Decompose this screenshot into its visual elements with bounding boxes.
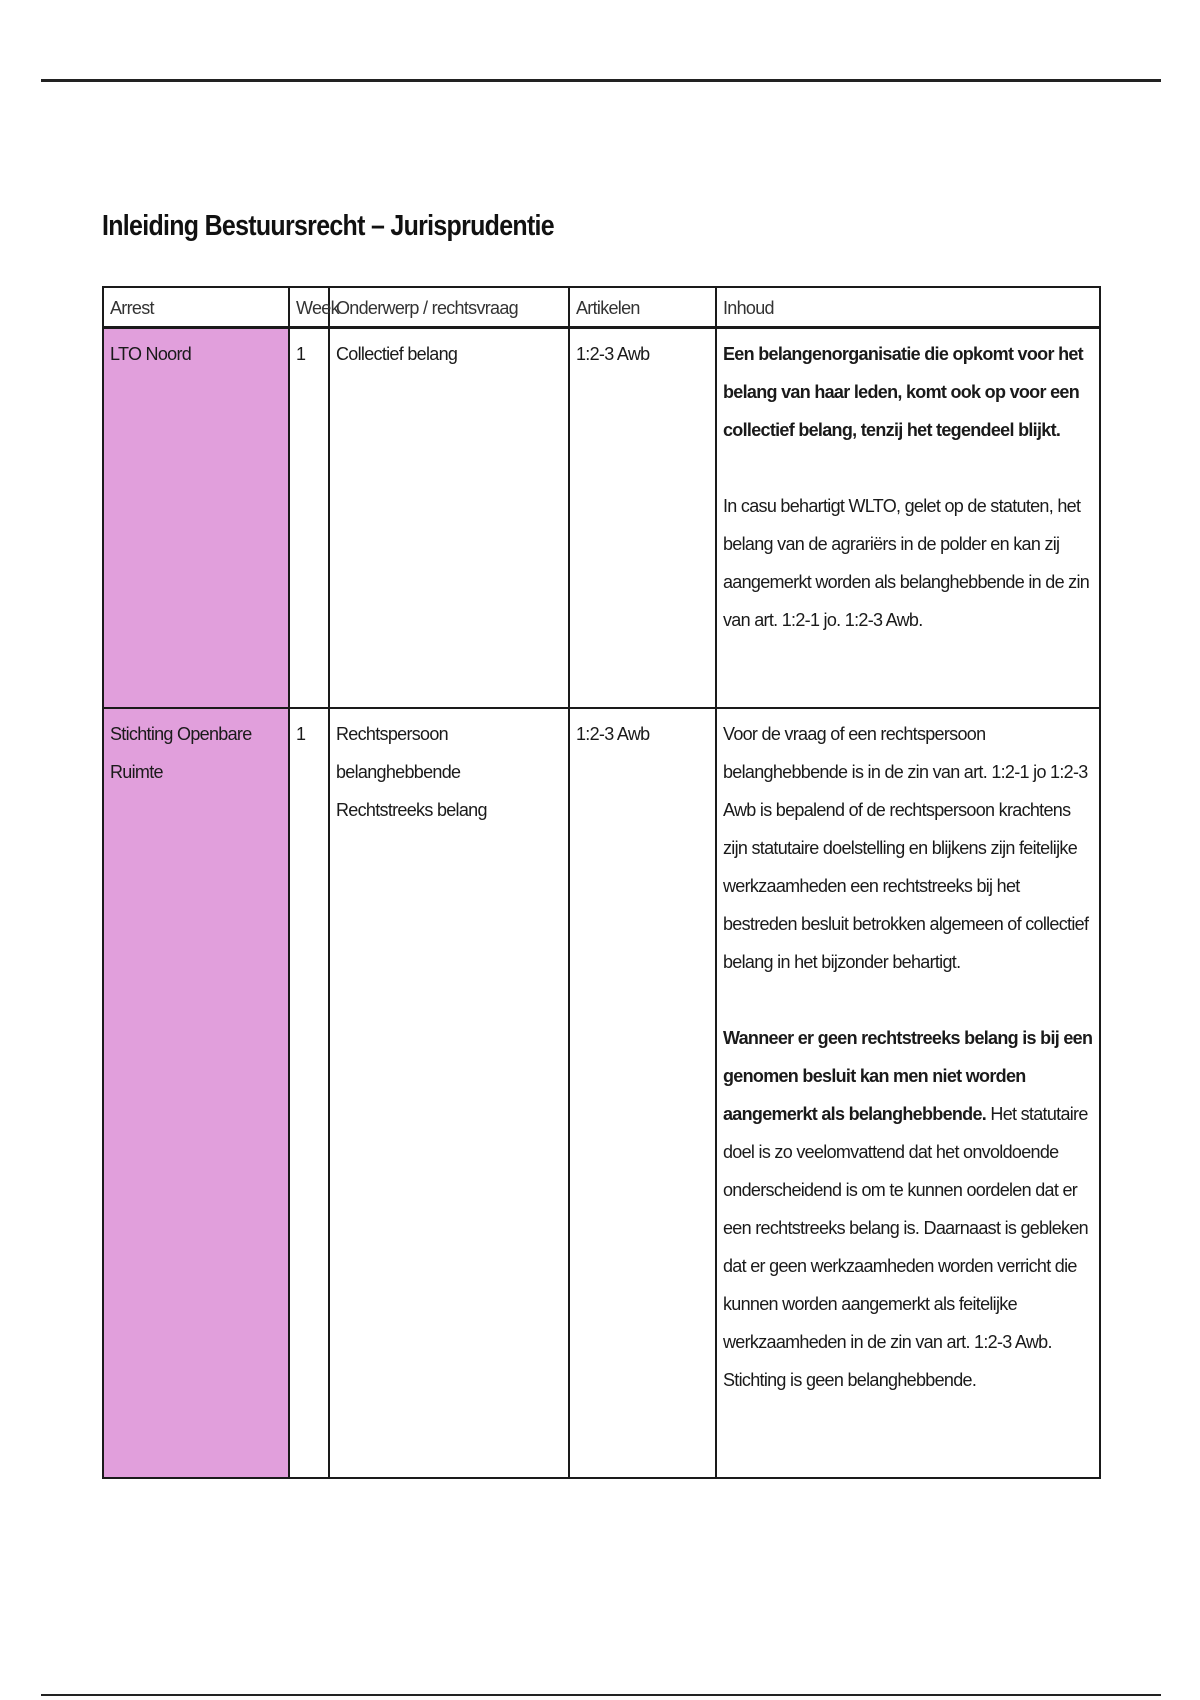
articles-cell: 1:2-3 Awb — [569, 328, 716, 709]
column-header-subject: Onderwerp / rechtsvraag — [329, 287, 569, 328]
week-cell: 1 — [289, 328, 329, 709]
footer-rule — [41, 1694, 1161, 1696]
table-header-row — [103, 287, 1100, 328]
column-header-arrest: Arrest — [103, 287, 289, 328]
content-explanation: In casu behartigt WLTO, gelet op de statuten, het belang van de agrariërs in de polder en kan zij aangemerkt worden als belanghebbende in de zin van art. 1:2-1 jo. 1:2-3 Awb. — [723, 496, 1090, 630]
table-row — [103, 328, 1100, 709]
content-explanation: Voor de vraag of een rechtspersoon belanghebbende is in de zin van art. 1:2-1 jo 1:2-3 Awb is bepalend of de rechtspersoon krachtens zijn statutaire doelstelling en blijkens zijn feitelijke werkzaamheden een rechtstreeks bij het bestreden besluit betrokken algemeen of collectief belang in het bijzonder behartigt. — [723, 724, 1089, 972]
content-cell — [716, 708, 1100, 1478]
arrest-cell: LTO Noord — [103, 328, 289, 709]
content-conclusion — [723, 1019, 1093, 1399]
column-header-articles: Artikelen — [569, 287, 716, 328]
arrest-cell: Stichting Openbare Ruimte — [103, 708, 289, 1478]
content-cell — [716, 328, 1100, 709]
jurisprudence-table — [102, 286, 1101, 1479]
week-cell: 1 — [289, 708, 329, 1478]
content-explanation-continued: Het statutaire doel is zo veelomvattend dat het onvoldoende onderscheidend is om te kunnen oordelen dat er een rechtstreeks belang is. Daarnaast is gebleken dat er geen werkzaamheden worden verricht die kunnen worden aangemerkt als feitelijke werkzaamheden in de zin van art. 1:2-3 Awb. Stichting is geen belanghebbende. — [723, 1104, 1088, 1390]
subject-cell — [329, 708, 569, 1478]
content-key-rule: Een belangenorganisatie die opkomt voor het belang van haar leden, komt ook op voor een collectief belang, tenzij het tegendeel blijkt. — [723, 344, 1083, 440]
subject-line: Collectief belang — [336, 344, 458, 364]
subject-line: Rechtstreeks belang — [336, 800, 487, 820]
content-key-rule: Wanneer er geen rechtstreeks belang is bij een genomen besluit kan men niet worden aangemerkt als belanghebbende. — [723, 1028, 1093, 1124]
subject-cell — [329, 328, 569, 709]
column-header-week: Week — [289, 287, 329, 328]
articles-cell: 1:2-3 Awb — [569, 708, 716, 1478]
header-rule — [41, 79, 1161, 82]
column-header-content: Inhoud — [716, 287, 1100, 328]
document-title: Inleiding Bestuursrecht – Jurisprudentie — [102, 210, 554, 242]
subject-line: Rechtspersoon belanghebbende — [336, 724, 461, 782]
table-row — [103, 708, 1100, 1478]
